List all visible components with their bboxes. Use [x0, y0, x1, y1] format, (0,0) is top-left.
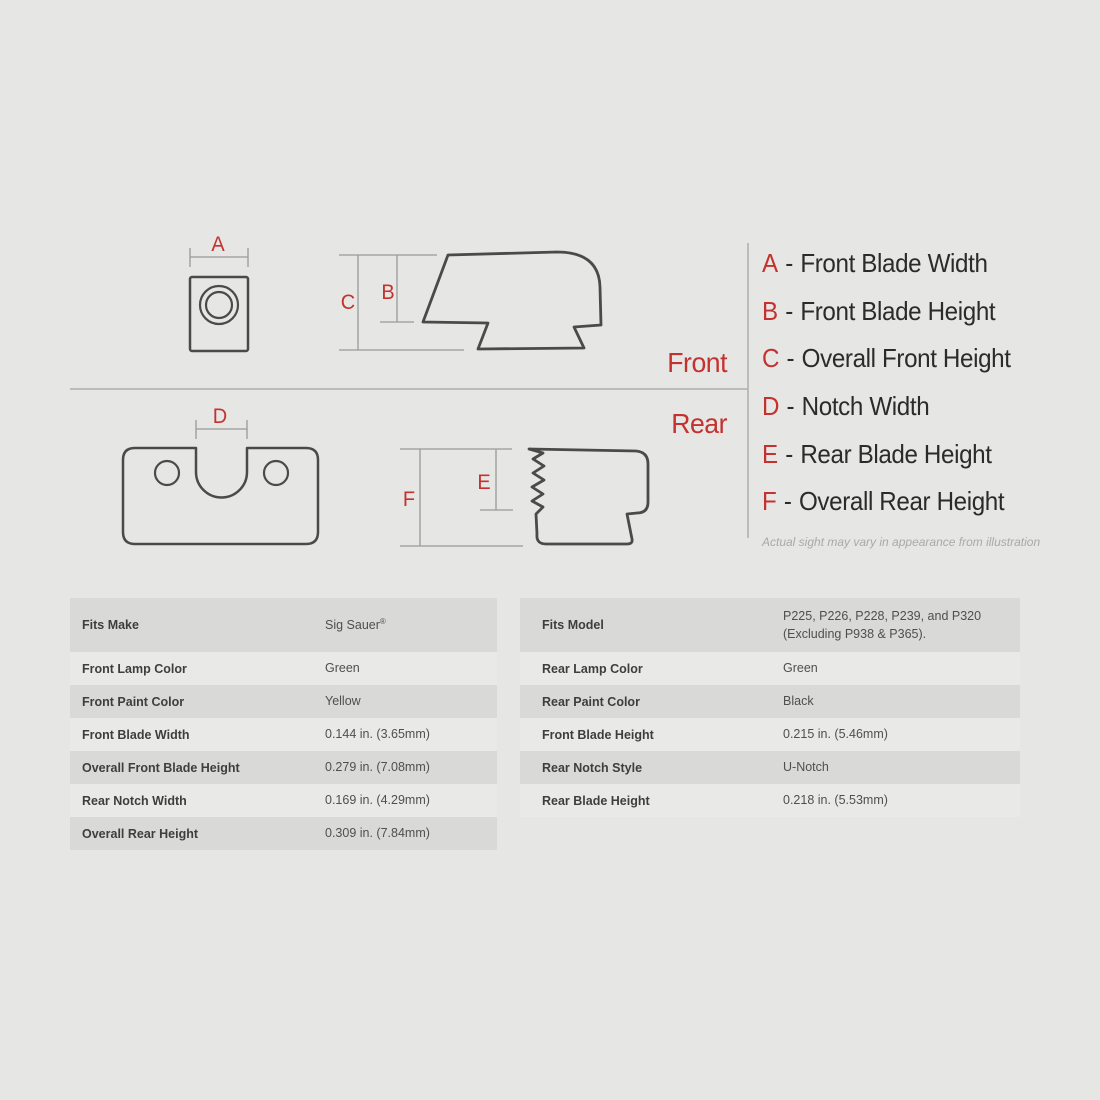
legend-letter: B: [762, 295, 778, 326]
table-row: [520, 685, 1020, 718]
marker-a: A: [211, 233, 225, 256]
table-row: [520, 751, 1020, 784]
legend-item-b: [762, 288, 1011, 336]
legend-separator: -: [786, 391, 795, 422]
spec-value: Yellow: [325, 694, 361, 709]
table-row: [70, 598, 497, 652]
table-row: [70, 784, 497, 817]
table-row: [70, 718, 497, 751]
table-row: [520, 652, 1020, 685]
spec-label: Front Lamp Color: [82, 661, 187, 676]
spec-value: 0.169 in. (4.29mm): [325, 793, 430, 808]
spec-label: Fits Model: [542, 618, 604, 632]
spec-label: Front Paint Color: [82, 694, 185, 709]
legend-separator: -: [785, 248, 793, 279]
legend-letter: F: [762, 486, 777, 517]
legend-letter: C: [762, 343, 780, 374]
spec-value-text: Sig Sauer: [325, 618, 380, 633]
marker-d: D: [212, 405, 228, 428]
rear-view-label: Rear: [671, 408, 727, 439]
legend-separator: -: [785, 438, 793, 469]
front-sight-front-view-drawing: [190, 277, 248, 351]
spec-value: U-Notch: [783, 760, 829, 775]
disclaimer-text: Actual sight may vary in appearance from illustration: [762, 535, 1041, 549]
legend-item-d: [762, 383, 1011, 431]
spec-value: P225, P226, P228, P239, and P320 (Excluding P938 & P365).: [783, 608, 982, 641]
spec-value: [325, 616, 497, 634]
dimension-legend: [762, 240, 1029, 526]
legend-item-f: [762, 478, 1011, 526]
legend-label: Overall Rear Height: [798, 486, 1005, 517]
legend-item-c: [762, 335, 1011, 383]
spec-value: 0.279 in. (7.08mm): [325, 760, 430, 775]
table-row: [70, 751, 497, 784]
legend-separator: -: [783, 486, 792, 517]
spec-label: Overall Rear Height: [82, 826, 199, 841]
legend-item-e: [762, 430, 1011, 478]
marker-e: E: [477, 471, 491, 494]
spec-table-right: [520, 598, 1020, 817]
legend-item-a: [762, 240, 1011, 288]
spec-label: Front Blade Width: [82, 727, 190, 742]
spec-table-left: [70, 598, 497, 850]
spec-value: Green: [783, 661, 818, 676]
table-row: [70, 652, 497, 685]
spec-value: Green: [325, 661, 360, 676]
legend-letter: A: [762, 248, 778, 279]
legend-label: Front Blade Width: [800, 248, 988, 279]
rear-sight-top-view-drawing: [123, 448, 318, 544]
spec-label: Rear Blade Height: [542, 793, 650, 808]
spec-label: Rear Notch Width: [82, 793, 187, 808]
spec-label: Fits Make: [82, 618, 139, 632]
spec-value: 0.215 in. (5.46mm): [783, 727, 888, 742]
marker-b: B: [381, 281, 395, 304]
legend-letter: E: [762, 438, 778, 469]
legend-label: Front Blade Height: [800, 295, 996, 326]
legend-label: Overall Front Height: [801, 343, 1011, 374]
marker-f: F: [402, 488, 416, 511]
legend-label: Rear Blade Height: [800, 438, 992, 469]
table-row: [70, 817, 497, 850]
spec-value: 0.309 in. (7.84mm): [325, 826, 430, 841]
spec-label: Overall Front Blade Height: [82, 760, 240, 775]
spec-value: 0.144 in. (3.65mm): [325, 727, 430, 742]
spec-label: Front Blade Height: [542, 727, 654, 742]
spec-value: Black: [783, 694, 814, 709]
marker-c: C: [340, 291, 356, 314]
spec-label: Rear Lamp Color: [542, 661, 643, 676]
legend-letter: D: [762, 391, 780, 422]
table-row: [520, 784, 1020, 817]
front-sight-side-profile-drawing: [423, 252, 601, 349]
front-view-label: Front: [667, 347, 727, 378]
table-row: [520, 718, 1020, 751]
legend-separator: -: [786, 343, 795, 374]
registered-mark: ®: [379, 616, 386, 626]
table-row: [520, 598, 1020, 652]
rear-sight-side-profile-drawing: [529, 449, 648, 544]
spec-label: Rear Notch Style: [542, 760, 643, 775]
spec-value: 0.218 in. (5.53mm): [783, 793, 888, 808]
legend-label: Notch Width: [801, 391, 930, 422]
legend-separator: -: [785, 295, 793, 326]
spec-label: Rear Paint Color: [542, 694, 640, 709]
table-row: [70, 685, 497, 718]
